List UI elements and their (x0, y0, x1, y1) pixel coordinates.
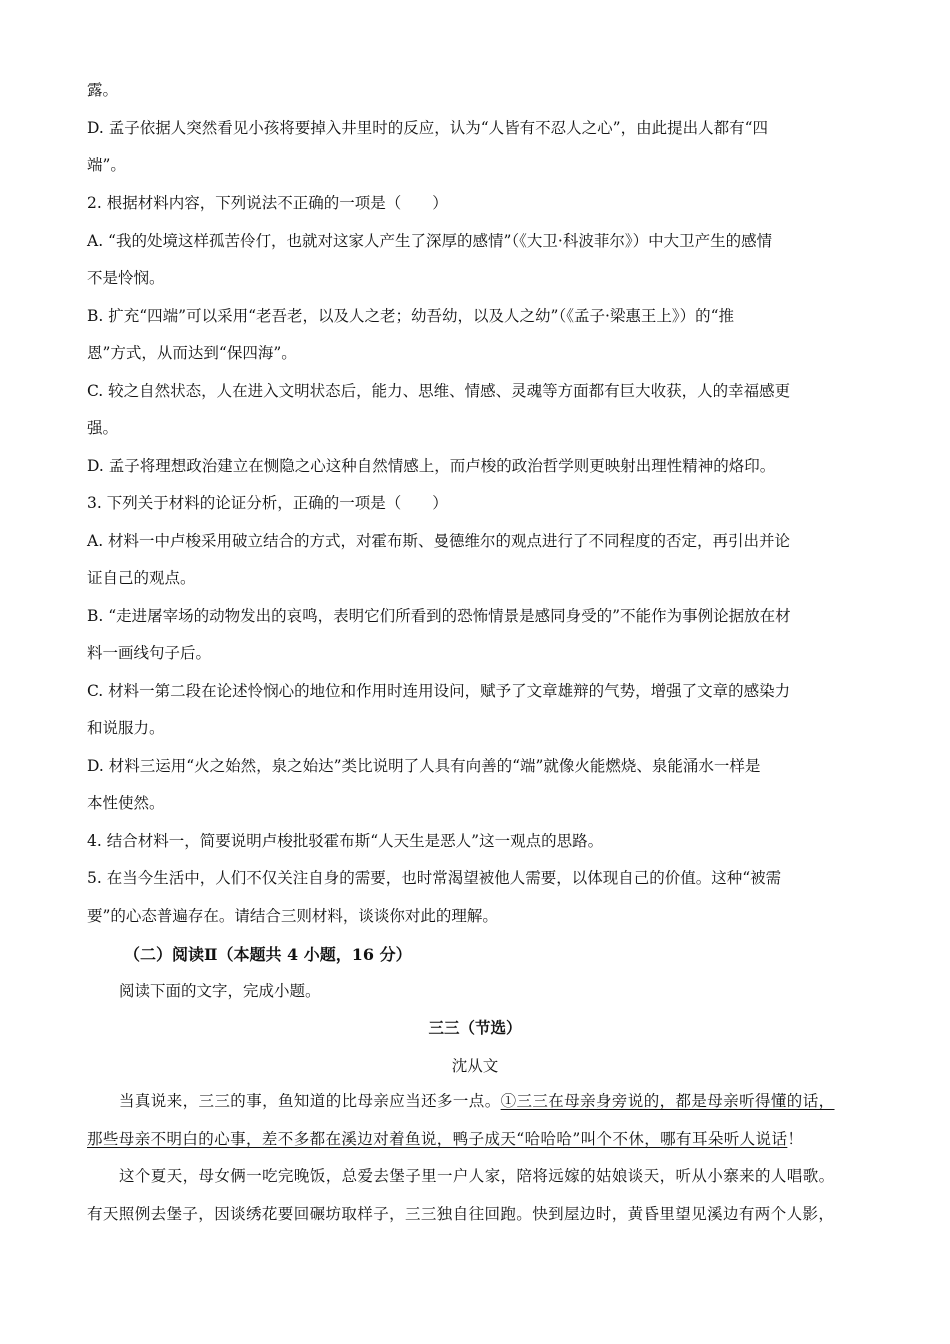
q1-option-d-line2: 端”。 (87, 156, 126, 174)
q3-option-a-line1: A. 材料一中卢梭采用破立结合的方式，对霍布斯、曼德维尔的观点进行了不同程度的否定，再引出并论 (87, 532, 791, 550)
q3-option-c-line1: C. 材料一第二段在论述怜悯心的地位和作用时连用设问，赋予了文章雄辩的气势，增强了文章的感染力 (87, 682, 791, 700)
q2-option-b-line2: 恩”方式，从而达到“保四海”。 (87, 344, 297, 362)
q2-option-a-line1: A. “我的处境这样孤苦伶仃，也就对这家人产生了深厚的感情”（《大卫·科波菲尔》）中大卫产生的感情 (87, 232, 773, 250)
q2-option-d-line1: D. 孟子将理想政治建立在恻隐之心这种自然情感上，而卢梭的政治哲学则更映射出理性精神的烙印。 (87, 457, 776, 475)
q5-line1: 5. 在当今生活中，人们不仅关注自身的需要，也时常渴望被他人需要，以体现自己的价值。这种“被需 (87, 869, 782, 887)
q2-option-a-line2: 不是怜悯。 (87, 269, 165, 287)
section-heading: （二）阅读Ⅱ（本题共 4 小题，16 分） (124, 945, 412, 964)
story-p1-plain-text: 当真说来，三三的事，鱼知道的比母亲应当还多一点。 (119, 1092, 501, 1110)
q2-stem: 2. 根据材料内容，下列说法不正确的一项是（ ） (87, 194, 448, 212)
reading-instruction: 阅读下面的文字，完成小题。 (119, 982, 321, 1000)
q3-option-c-line2: 和说服力。 (87, 719, 165, 737)
story-p1-end-mark: ！ (787, 1130, 804, 1148)
story-p1-underlined-sentence-1: ①三三在母亲身旁说的，都是母亲听得懂的话， (500, 1092, 835, 1110)
q2-option-b-line1: B. 扩充“四端”可以采用“老吾老，以及人之老；幼吾幼，以及人之幼”（《孟子·梁惠王上》）的“推 (87, 307, 735, 325)
q3-stem: 3. 下列关于材料的论证分析，正确的一项是（ ） (87, 494, 448, 512)
q2-option-c-line2: 强。 (87, 419, 119, 437)
q1-tail-line: 露。 (87, 81, 119, 99)
q3-option-d-line2: 本性使然。 (87, 794, 165, 812)
q4-line1: 4. 结合材料一，简要说明卢梭批驳霍布斯“人天生是恶人”这一观点的思路。 (87, 832, 604, 850)
story-paragraph2-line2: 有天照例去堡子，因谈绣花要回碾坊取样子，三三独自往回跑。快到屋边时，黄昏里望见溪边有两个人影， (87, 1205, 835, 1223)
q3-option-a-line2: 证自己的观点。 (87, 569, 196, 587)
q5-line2: 要”的心态普遍存在。请结合三则材料，谈谈你对此的理解。 (87, 907, 498, 925)
story-paragraph2-line1: 这个夏天，母女俩一吃完晚饭，总爱去堡子里一户人家，陪将远嫁的姑娘谈天，听从小寨来的人唱歌。 (119, 1167, 835, 1185)
q3-option-d-line1: D. 材料三运用“火之始然，泉之始达”类比说明了人具有向善的“端”就像火能燃烧、泉能涌水一样是 (87, 757, 761, 775)
story-p1-underlined-sentence-2: 那些母亲不明白的心事，差不多都在溪边对着鱼说，鸭子成天“哈哈哈”叫个不休，哪有耳朵听人说话 (87, 1130, 788, 1148)
q3-option-b-line2: 料一画线句子后。 (87, 644, 212, 662)
story-title: 三三（节选） (428, 1018, 522, 1037)
story-paragraph1-line2 (87, 1129, 803, 1149)
q2-option-c-line1: C. 较之自然状态，人在进入文明状态后，能力、思维、情感、灵魂等方面都有巨大收获，人的幸福感更 (87, 382, 791, 400)
q1-option-d-line1: D. 孟子依据人突然看见小孩将要掉入井里时的反应，认为“人皆有不忍人之心”，由此提出人都有“四 (87, 119, 769, 137)
story-paragraph1-line1 (119, 1091, 835, 1111)
q3-option-b-line1: B. “走进屠宰场的动物发出的哀鸣，表明它们所看到的恐怖情景是感同身受的”不能作为事例论据放在材 (87, 607, 791, 625)
story-author: 沈从文 (451, 1057, 499, 1075)
